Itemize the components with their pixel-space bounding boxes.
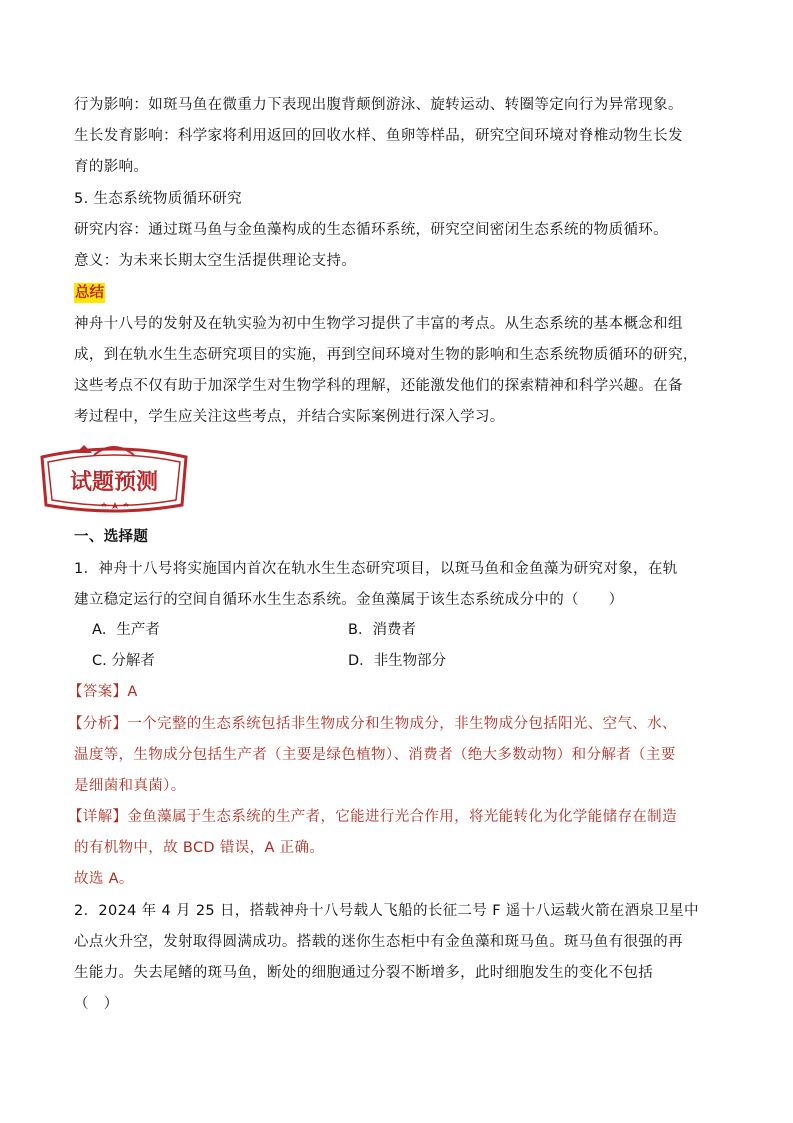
answer-tag: 【答案】 bbox=[68, 684, 128, 700]
q2-stem-line-4: （ ） bbox=[74, 996, 119, 1012]
growth-text-2: 育的影响。 bbox=[74, 159, 149, 175]
growth-text-1: 生长发育影响：科学家将利用返回的回收水样、鱼卵等样品，研究空间环境对脊椎动物生长发 bbox=[74, 128, 683, 144]
detail-tag: 【详解】 bbox=[68, 809, 128, 825]
q1-choose: 故选 A。 bbox=[74, 871, 134, 887]
q1-detail-line-2: 的有机物中，故 BCD 错误，A 正确。 bbox=[74, 840, 325, 856]
prediction-stamp-logo bbox=[34, 443, 194, 517]
stamp-text: 试题预测 bbox=[69, 470, 159, 495]
meaning-text: 意义：为未来长期太空生活提供理论支持。 bbox=[74, 253, 357, 269]
answer-value: A bbox=[127, 684, 138, 700]
summary-line-3: 这些考点不仅有助于加深学生对生物学科的理解，还能激发他们的探索精神和科学兴趣。在备 bbox=[74, 378, 683, 394]
q1-option-a: A．生产者 bbox=[92, 622, 160, 638]
q1-option-d: D．非生物部分 bbox=[348, 653, 447, 669]
section-5-heading: 5. 生态系统物质循环研究 bbox=[74, 191, 242, 207]
q2-stem-line-2: 心点火升空，发射取得圆满成功。搭载的迷你生态柜中有金鱼藻和斑马鱼。斑马鱼有很强的再 bbox=[74, 934, 683, 950]
q1-detail-line-1 bbox=[68, 807, 677, 827]
q1-analysis-line-3: 是细菌和真菌）。 bbox=[74, 778, 186, 794]
q1-option-b: B．消费者 bbox=[348, 622, 416, 638]
q1-answer bbox=[68, 682, 138, 702]
q1-analysis-line-2: 温度等，生物成分包括生产者（主要是绿色植物）、消费者（绝大多数动物）和分解者（主要 bbox=[74, 747, 676, 763]
research-content-text: 研究内容：通过斑马鱼与金鱼藻构成的生态循环系统，研究空间密闭生态系统的物质循环。 bbox=[74, 222, 668, 238]
behavior-text: 行为影响：如斑马鱼在微重力下表现出腹背颠倒游泳、旋转运动、转圈等定向行为异常现象。 bbox=[74, 97, 683, 113]
analysis-text-1: 一个完整的生态系统包括非生物成分和生物成分，非生物成分包括阳光、空气、水、 bbox=[127, 716, 677, 732]
analysis-tag: 【分析】 bbox=[68, 716, 128, 732]
summary-tag: 总结 bbox=[75, 285, 104, 301]
q1-analysis-line-1 bbox=[68, 714, 677, 734]
detail-text-1: 金鱼藻属于生态系统的生产者，它能进行光合作用，将光能转化为化学能储存在制造 bbox=[127, 809, 677, 825]
q1-option-c: C. 分解者 bbox=[92, 653, 155, 669]
q2-stem-line-3: 生能力。失去尾鳍的斑马鱼，断处的细胞通过分裂不断增多，此时细胞发生的变化不包括 bbox=[74, 965, 654, 981]
summary-line-1: 神舟十八号的发射及在轨实验为初中生物学习提供了丰富的考点。从生态系统的基本概念和组 bbox=[74, 316, 683, 332]
summary-line-4: 考过程中，学生应关注这些考点，并结合实际案例进行深入学习。 bbox=[74, 409, 505, 425]
q1-stem-line-1: 1．神舟十八号将实施国内首次在轨水生生态研究项目，以斑马鱼和金鱼藻为研究对象，在轨 bbox=[74, 561, 678, 577]
section-heading: 一、选择题 bbox=[74, 529, 149, 545]
summary-line-2: 成，到在轨水生生态研究项目的实施，再到空间环境对生物的影响和生态系统物质循环的研究， bbox=[74, 347, 698, 363]
q1-stem-line-2: 建立稳定运行的空间自循环水生生态系统。金鱼藻属于该生态系统成分中的（ ） bbox=[74, 592, 624, 608]
q2-stem-line-1: 2．2024 年 4 月 25 日，搭载神舟十八号载人飞船的长征二号 F 遥十八运载火箭在酒泉卫星中 bbox=[74, 903, 699, 919]
